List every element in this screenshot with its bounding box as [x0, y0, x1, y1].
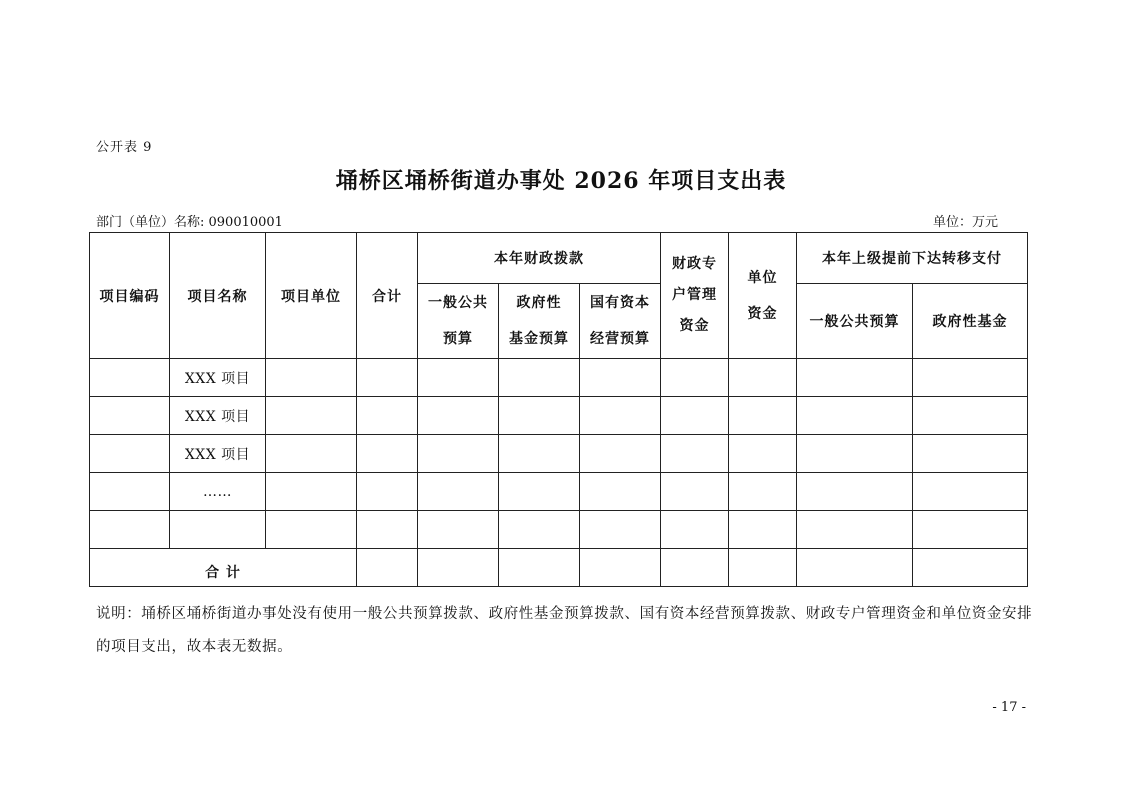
header-special-fund-line2: 户管理	[672, 287, 718, 303]
cell-code	[90, 473, 170, 511]
cell-empty	[357, 435, 418, 473]
cell-empty	[580, 473, 661, 511]
header-project-unit: 项目单位	[266, 233, 357, 359]
cell-empty	[266, 397, 357, 435]
project-name-text: ……	[203, 483, 232, 500]
project-name-text: XXX 项目	[184, 370, 251, 387]
cell-empty	[499, 549, 580, 587]
cell-empty	[580, 511, 661, 549]
header-row-1	[90, 233, 1028, 284]
cell-empty	[797, 435, 913, 473]
project-name-text: XXX 项目	[184, 446, 251, 463]
header-transfer-general: 一般公共预算	[797, 284, 913, 359]
cell-empty	[661, 549, 729, 587]
cell-empty	[913, 549, 1028, 587]
cell-empty	[913, 397, 1028, 435]
cell-project-name	[170, 359, 266, 397]
page-title: 埇桥区埇桥街道办事处 2026 年项目支出表	[335, 168, 787, 194]
header-state-capital-line1: 国有资本	[590, 295, 650, 311]
cell-project-name	[170, 511, 266, 549]
header-state-capital-line2: 经营预算	[590, 331, 650, 347]
header-special-fund-line1: 财政专	[672, 256, 718, 272]
cell-empty	[797, 397, 913, 435]
cell-empty	[580, 549, 661, 587]
cell-empty	[499, 359, 580, 397]
cell-empty	[729, 359, 797, 397]
cell-empty	[266, 435, 357, 473]
header-state-capital	[580, 284, 661, 359]
header-transfer-gov-fund: 政府性基金	[913, 284, 1028, 359]
cell-empty	[357, 549, 418, 587]
cell-empty	[357, 511, 418, 549]
header-special-fund	[661, 233, 729, 359]
header-gov-fund-line1: 政府性	[516, 295, 562, 311]
cell-empty	[418, 511, 499, 549]
cell-code	[90, 435, 170, 473]
unit-label: 单位：万元	[932, 215, 998, 230]
header-transfer-group: 本年上级提前下达转移支付	[797, 233, 1028, 284]
cell-empty	[580, 435, 661, 473]
cell-code	[90, 511, 170, 549]
cell-empty	[729, 473, 797, 511]
header-finance-group: 本年财政拨款	[418, 233, 661, 284]
cell-empty	[499, 435, 580, 473]
explanation-note: 说明：埇桥区埇桥街道办事处没有使用一般公共预算拨款、政府性基金预算拨款、国有资本经营预算拨款、财政专户管理资金和单位资金安排的项目支出，故本表无数据。	[96, 606, 1033, 655]
cell-empty	[266, 473, 357, 511]
total-label: 合 计	[90, 549, 357, 587]
cell-empty	[913, 359, 1028, 397]
cell-empty	[357, 359, 418, 397]
cell-empty	[661, 359, 729, 397]
header-general-budget-line1: 一般公共	[428, 295, 488, 311]
header-unit-fund-line1: 单位	[747, 269, 778, 286]
cell-empty	[357, 473, 418, 511]
table-row	[90, 397, 1028, 435]
cell-empty	[797, 359, 913, 397]
cell-empty	[418, 397, 499, 435]
cell-empty	[499, 397, 580, 435]
cell-empty	[729, 435, 797, 473]
cell-empty	[418, 549, 499, 587]
cell-empty	[661, 511, 729, 549]
total-row	[90, 549, 1028, 587]
department-label: 部门（单位）名称: 090010001	[96, 215, 283, 230]
project-expenditure-table	[89, 232, 1028, 587]
table-row	[90, 511, 1028, 549]
cell-project-name	[170, 435, 266, 473]
cell-empty	[661, 435, 729, 473]
header-project-name: 项目名称	[170, 233, 266, 359]
cell-empty	[729, 511, 797, 549]
header-gov-fund	[499, 284, 580, 359]
cell-empty	[729, 549, 797, 587]
cell-empty	[499, 511, 580, 549]
cell-empty	[913, 473, 1028, 511]
header-unit-fund	[729, 233, 797, 359]
cell-code	[90, 397, 170, 435]
header-total: 合计	[357, 233, 418, 359]
table-row	[90, 359, 1028, 397]
cell-empty	[797, 549, 913, 587]
header-special-fund-line3: 资金	[679, 318, 710, 334]
cell-empty	[661, 397, 729, 435]
cell-empty	[913, 435, 1028, 473]
cell-empty	[357, 397, 418, 435]
header-gov-fund-line2: 基金预算	[509, 331, 569, 347]
cell-empty	[266, 359, 357, 397]
project-name-text: XXX 项目	[184, 408, 251, 425]
table-row	[90, 473, 1028, 511]
form-number: 公开表 9	[96, 140, 153, 155]
cell-empty	[266, 511, 357, 549]
header-general-budget	[418, 284, 499, 359]
table-row	[90, 435, 1028, 473]
cell-empty	[797, 511, 913, 549]
header-project-code: 项目编码	[90, 233, 170, 359]
cell-empty	[499, 473, 580, 511]
cell-empty	[797, 473, 913, 511]
cell-code	[90, 359, 170, 397]
page-number: - 17 -	[992, 700, 1026, 715]
cell-empty	[580, 397, 661, 435]
cell-project-name	[170, 473, 266, 511]
cell-empty	[418, 359, 499, 397]
cell-empty	[418, 473, 499, 511]
header-general-budget-line2: 预算	[443, 331, 473, 347]
header-unit-fund-line2: 资金	[747, 305, 778, 322]
cell-empty	[418, 435, 499, 473]
cell-empty	[913, 511, 1028, 549]
cell-empty	[661, 473, 729, 511]
cell-empty	[580, 359, 661, 397]
cell-project-name	[170, 397, 266, 435]
cell-empty	[729, 397, 797, 435]
